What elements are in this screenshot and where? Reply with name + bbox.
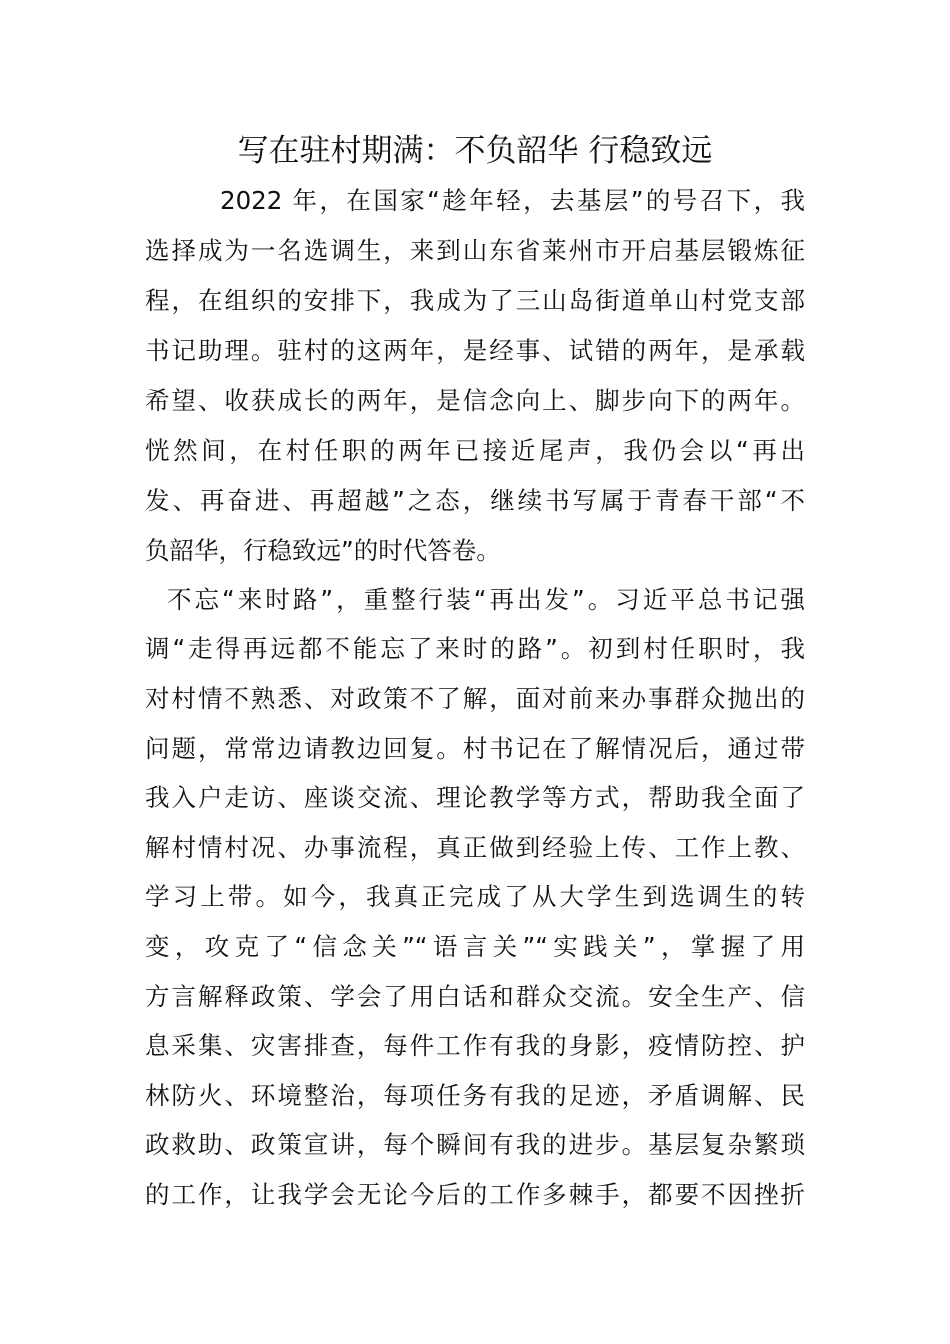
paragraph-2-line-3: 对村情不熟悉、对政策不了解，面对前来办事群众抛出的 <box>145 684 805 713</box>
paragraph-1-line-8: 负韶华，行稳致远”的时代答卷。 <box>145 536 501 565</box>
paragraph-1-line-4: 书记助理。驻村的这两年，是经事、试错的两年，是承载 <box>145 336 805 365</box>
paragraph-1-line-1: 2022 年，在国家“趁年轻，去基层”的号召下，我 <box>220 186 805 215</box>
paragraph-2-line-2: 调“走得再远都不能忘了来时的路”。初到村任职时，我 <box>145 634 805 663</box>
paragraph-2-line-8: 变，攻克了“信念关”“语言关”“实践关”，掌握了用 <box>145 932 805 961</box>
paragraph-1-line-2: 选择成为一名选调生，来到山东省莱州市开启基层锻炼征 <box>145 236 805 265</box>
paragraph-1-line-5: 希望、收获成长的两年，是信念向上、脚步向下的两年。 <box>145 386 805 415</box>
paragraph-2-line-5: 我入户走访、座谈交流、理论教学等方式，帮助我全面了 <box>145 783 805 812</box>
paragraph-2-line-1: 不忘“来时路”，重整行装“再出发”。习近平总书记强 <box>167 585 805 614</box>
document-title: 写在驻村期满：不负韶华 行稳致远 <box>237 133 713 169</box>
paragraph-2-line-11: 林防火、环境整治，每项任务有我的足迹，矛盾调解、民 <box>145 1081 805 1110</box>
paragraph-2-line-4: 问题，常常边请教边回复。村书记在了解情况后，通过带 <box>145 734 805 763</box>
paragraph-1-line-3: 程，在组织的安排下，我成为了三山岛街道单山村党支部 <box>145 286 805 315</box>
paragraph-1-line-7: 发、再奋进、再超越”之态，继续书写属于青春干部“不 <box>145 486 805 515</box>
paragraph-2-line-12: 政救助、政策宣讲，每个瞬间有我的进步。基层复杂繁琐 <box>145 1130 805 1159</box>
paragraph-2-line-6: 解村情村况、办事流程，真正做到经验上传、工作上教、 <box>145 833 805 862</box>
paragraph-1-line-6: 恍然间，在村任职的两年已接近尾声，我仍会以“再出 <box>145 436 805 465</box>
paragraph-2-line-7: 学习上带。如今，我真正完成了从大学生到选调生的转 <box>145 882 805 911</box>
paragraph-2-line-13: 的工作，让我学会无论今后的工作多棘手，都要不因挫折 <box>145 1180 805 1209</box>
paragraph-2-line-9: 方言解释政策、学会了用白话和群众交流。安全生产、信 <box>145 982 805 1011</box>
paragraph-2-line-10: 息采集、灾害排查，每件工作有我的身影，疫情防控、护 <box>145 1031 805 1060</box>
